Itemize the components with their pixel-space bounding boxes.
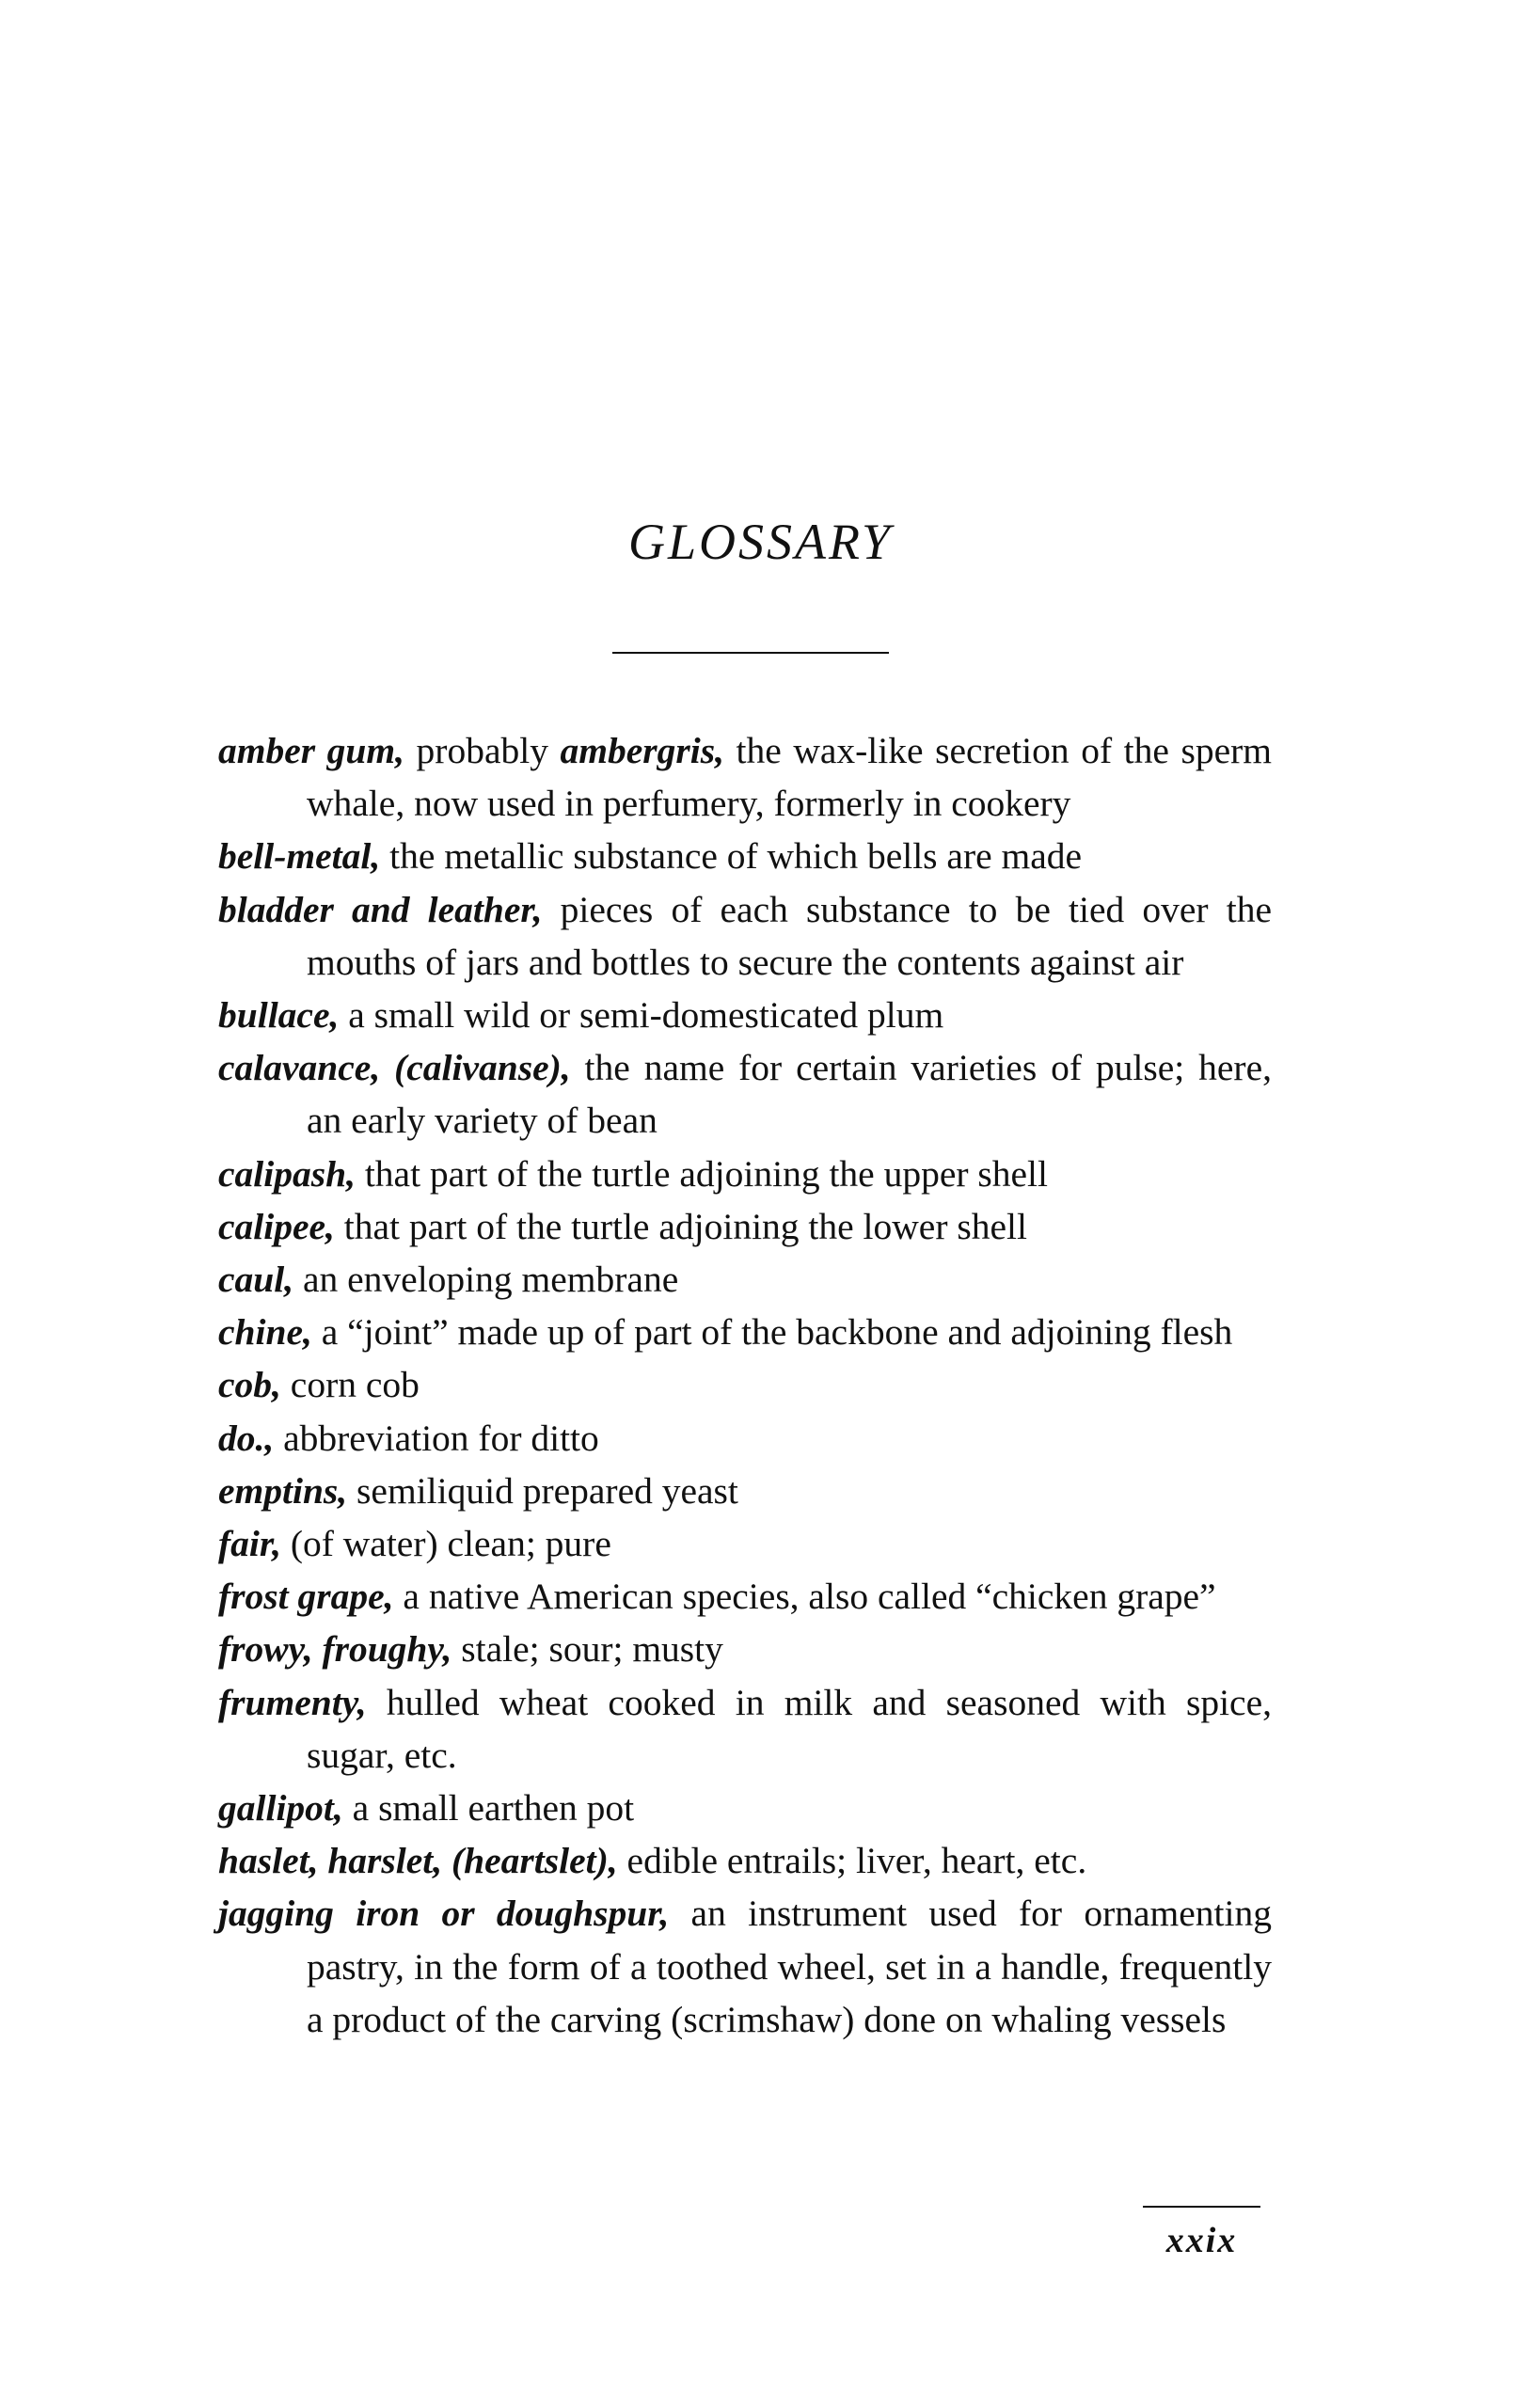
page-title: GLOSSARY [627,514,894,570]
glossary-definition: probably [404,730,561,771]
glossary-term: jagging iron or doughspur, [218,1893,670,1935]
glossary-term: calavance, (calivanse), [218,1047,571,1089]
glossary-term: calipee, [218,1205,335,1247]
glossary-term: cob, [218,1364,281,1406]
glossary-definition: abbreviation for ditto [274,1417,599,1459]
glossary-definition: the metallic substance of which bells are made [380,835,1083,878]
glossary-term: frumenty, [218,1681,367,1723]
glossary-term: emptins, [218,1469,348,1512]
glossary-entry [218,1782,1272,1834]
glossary-definition: the name for certain varieties of pulse; here, an early variety of bean [307,1047,1272,1142]
glossary-term: bladder and leather, [218,888,543,930]
glossary-term: frost grape, [218,1576,394,1618]
glossary-definition: pieces of each substance to be tied over the mouths of jars and bottles to secure the contents against air [307,888,1272,983]
glossary-definition: corn cob [280,1364,420,1406]
glossary-definition: a small earthen pot [342,1787,635,1830]
glossary-term: calipash, [218,1152,356,1195]
glossary-entry [218,1041,1272,1147]
glossary-term: do., [218,1417,275,1459]
glossary-entry [218,1465,1272,1517]
glossary-definition: a native American species, also called “chicken grape” [393,1576,1216,1618]
glossary-term: amber gum, [218,730,404,771]
glossary-entry [218,724,1272,830]
glossary-definition: the wax-like secretion of the sperm whale, now used in perfumery, formerly in cookery [307,730,1272,825]
glossary-entry [218,1253,1272,1306]
glossary-definition: an instrument used for ornamenting pastry, in the form of a toothed wheel, set in a handle, frequently a product of the carving (scrimshaw) done on whaling vessels [307,1893,1272,2040]
page-number: xxix [1165,2221,1238,2260]
glossary-entry [218,1148,1272,1200]
glossary-entry [218,1306,1272,1358]
glossary-definition: edible entrails; liver, heart, etc. [617,1840,1087,1882]
glossary-term: bell-metal, [218,835,381,878]
title-rule [612,652,889,654]
glossary-entry [218,1412,1272,1465]
glossary-entry [218,883,1272,989]
glossary-entry [218,1358,1272,1411]
glossary-definition: stale; sour; musty [452,1628,723,1671]
glossary-term: haslet, harslet, (heartslet), [218,1840,618,1882]
glossary-entry [218,1570,1272,1623]
glossary-term: caul, [218,1259,294,1301]
glossary-definition: a small wild or semi-domesticated plum [339,994,944,1037]
glossary-entry [218,1200,1272,1253]
glossary-definition: an enveloping membrane [293,1259,679,1301]
folio-rule [1143,2206,1260,2208]
glossary-definition: that part of the turtle adjoining the lower shell [334,1205,1027,1247]
glossary-term: fair, [218,1523,281,1565]
glossary-entry [218,1887,1272,2046]
glossary-term: chine, [218,1311,312,1354]
glossary-entry [218,1517,1272,1570]
glossary-list [218,724,1272,2046]
glossary-definition: a “joint” made up of part of the backbone and adjoining flesh [311,1311,1233,1354]
glossary-definition: (of water) clean; pure [280,1523,611,1565]
glossary-term: gallipot, [218,1787,343,1830]
glossary-entry [218,830,1272,882]
glossary-term: bullace, [218,994,340,1037]
glossary-definition: semiliquid prepared yeast [347,1469,738,1512]
glossary-entry [218,1676,1272,1782]
glossary-entry [218,1834,1272,1887]
glossary-entry [218,1623,1272,1675]
glossary-definition: hulled wheat cooked in milk and seasoned with spice, sugar, etc. [307,1681,1272,1776]
glossary-definition: that part of the turtle adjoining the upper shell [355,1152,1048,1195]
glossary-entry [218,989,1272,1041]
glossary-term: ambergris, [560,730,724,771]
glossary-term: frowy, froughy, [218,1628,452,1671]
